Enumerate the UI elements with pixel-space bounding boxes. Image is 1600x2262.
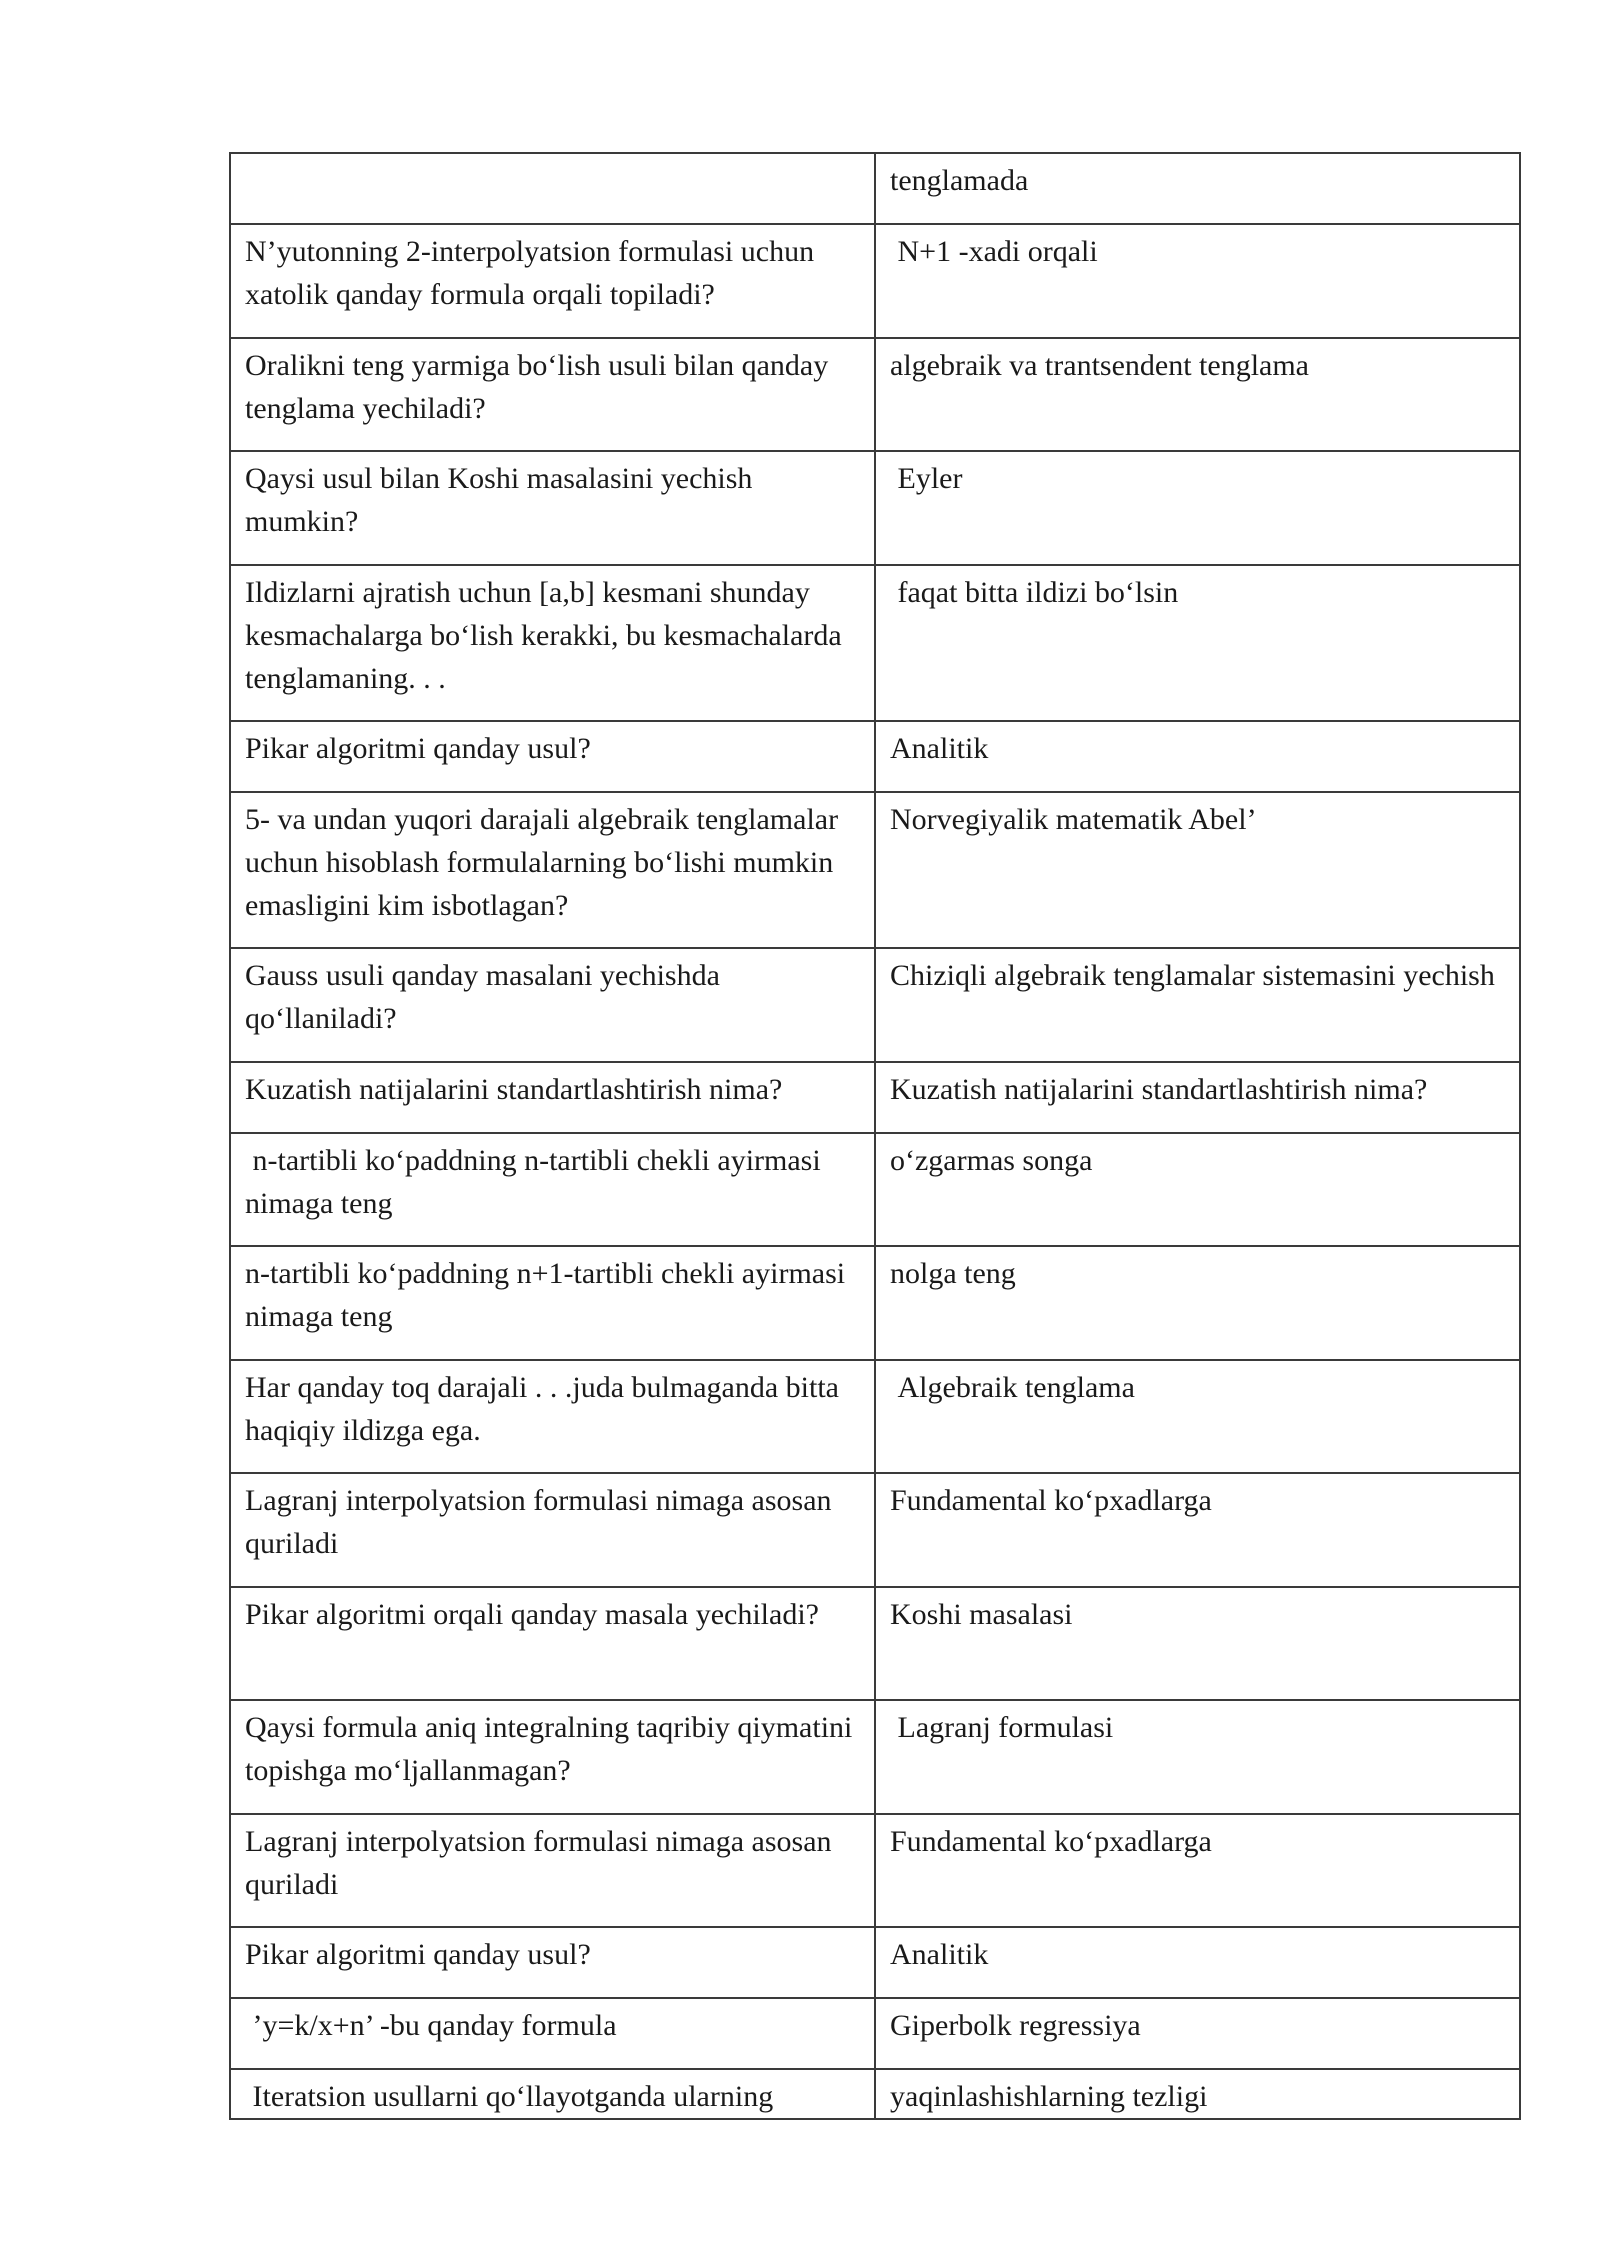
answer-cell: Lagranj formulasi [875,1700,1520,1814]
qa-table [229,152,1521,2120]
question-cell [230,153,875,224]
answer-cell: o‘zgarmas songa [875,1133,1520,1246]
answer-cell: Norvegiyalik matematik Abel’ [875,792,1520,948]
question-cell: Kuzatish natijalarini standartlashtirish nima? [230,1062,875,1133]
answer-cell: yaqinlashishlarning tezligi [875,2069,1520,2119]
answer-cell: N+1 -xadi orqali [875,224,1520,338]
table-row [230,338,1520,451]
table-row [230,948,1520,1062]
question-cell: Ildizlarni ajratish uchun [a,b] kesmani shunday kesmachalarga bo‘lish kerakki, bu kesmachalarda tenglamaning. . . [230,565,875,721]
table-row [230,1473,1520,1587]
question-cell: n-tartibli ko‘paddning n-tartibli chekli ayirmasi nimaga teng [230,1133,875,1246]
answer-cell: algebraik va trantsendent tenglama [875,338,1520,451]
question-cell: n-tartibli ko‘paddning n+1-tartibli chekli ayirmasi nimaga teng [230,1246,875,1360]
answer-cell: faqat bitta ildizi bo‘lsin [875,565,1520,721]
table-row [230,792,1520,948]
question-cell: Pikar algoritmi qanday usul? [230,1927,875,1998]
answer-cell: Kuzatish natijalarini standartlashtirish nima? [875,1062,1520,1133]
table-row [230,1700,1520,1814]
table-row [230,153,1520,224]
answer-cell: Eyler [875,451,1520,565]
answer-cell: Analitik [875,721,1520,792]
answer-cell: Giperbolk regressiya [875,1998,1520,2069]
table-row [230,224,1520,338]
table-row [230,1062,1520,1133]
question-cell: Lagranj interpolyatsion formulasi nimaga asosan quriladi [230,1814,875,1927]
question-cell: Iteratsion usullarni qo‘llayotganda ularning [230,2069,875,2119]
question-cell: N’yutonning 2-interpolyatsion formulasi uchun xatolik qanday formula orqali topiladi? [230,224,875,338]
question-cell: ’y=k/x+n’ -bu qanday formula [230,1998,875,2069]
question-cell: Qaysi usul bilan Koshi masalasini yechish mumkin? [230,451,875,565]
answer-cell: Koshi masalasi [875,1587,1520,1700]
question-cell: Pikar algoritmi qanday usul? [230,721,875,792]
table-row [230,1133,1520,1246]
question-cell: Oralikni teng yarmiga bo‘lish usuli bilan qanday tenglama yechiladi? [230,338,875,451]
answer-cell: tenglamada [875,153,1520,224]
table-row [230,2069,1520,2119]
question-cell: Qaysi formula aniq integralning taqribiy qiymatini topishga mo‘ljallanmagan? [230,1700,875,1814]
question-cell: 5- va undan yuqori darajali algebraik tenglamalar uchun hisoblash formulalarning bo‘lishi mumkin emasligini kim isbotlagan? [230,792,875,948]
table-row [230,1814,1520,1927]
table-row [230,1587,1520,1700]
answer-cell: Analitik [875,1927,1520,1998]
table-row [230,1998,1520,2069]
question-cell: Lagranj interpolyatsion formulasi nimaga asosan quriladi [230,1473,875,1587]
table-row [230,565,1520,721]
table-row [230,1360,1520,1473]
answer-cell: Chiziqli algebraik tenglamalar sistemasini yechish [875,948,1520,1062]
answer-cell: nolga teng [875,1246,1520,1360]
answer-cell: Fundamental ko‘pxadlarga [875,1473,1520,1587]
question-cell: Pikar algoritmi orqali qanday masala yechiladi? [230,1587,875,1700]
answer-cell: Algebraik tenglama [875,1360,1520,1473]
table-row [230,721,1520,792]
table-row [230,1246,1520,1360]
answer-cell: Fundamental ko‘pxadlarga [875,1814,1520,1927]
question-cell: Gauss usuli qanday masalani yechishda qo‘llaniladi? [230,948,875,1062]
question-cell: Har qanday toq darajali . . .juda bulmaganda bitta haqiqiy ildizga ega. [230,1360,875,1473]
table-row [230,451,1520,565]
table-row [230,1927,1520,1998]
